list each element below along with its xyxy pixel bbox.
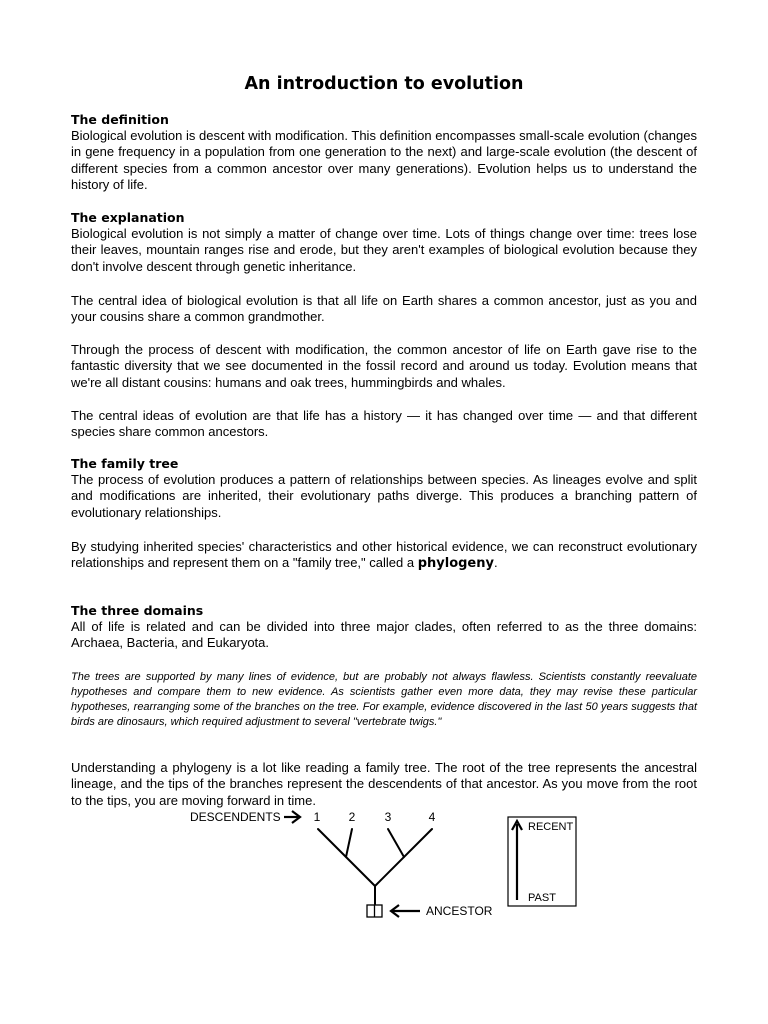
family-tree-paragraph-2 — [71, 539, 697, 573]
recent-label: RECENT — [528, 821, 574, 833]
phylogeny-tree-branches — [318, 829, 432, 904]
ancestor-box — [367, 905, 382, 917]
tree-branch-to-4 — [375, 829, 432, 886]
section-family-tree — [71, 456, 697, 521]
definition-paragraph: Biological evolution is descent with modification. This definition encompasses small-scale evolution (changes in gene frequency in a population from one generation to the next) and large-scale evolution (the descent of different species from a common ancestor over many generations). Evolution helps us to understand the history of life. — [71, 128, 697, 192]
family-tree-paragraph-1: The process of evolution produces a pattern of relationships between species. As lineages evolve and split and modifications are inherited, their evolutionary paths diverge. This produces a branching pattern of evolutionary relationships. — [71, 472, 697, 520]
tip-label-4: 4 — [428, 810, 436, 824]
three-domains-paragraph: All of life is related and can be divided into three major clades, often referred to as the three domains: Archaea, Bacteria, and Eukaryota. — [71, 619, 697, 651]
tip-label-1: 1 — [313, 810, 321, 824]
explanation-paragraph-2-block — [71, 293, 697, 326]
section-definition — [71, 112, 697, 193]
evidence-note: The trees are supported by many lines of evidence, but are probably not always flawless. Scientists constantly reevaluate hypotheses and compare them to new evidence. As scientists gather even more data, they may revise these particular hypotheses, rearranging some of the branches on the tree. For example, evidence discovered in the last 50 years suggests that birds are dinosaurs, which required adjustment to several "vertebrate twigs." — [71, 671, 697, 728]
explanation-paragraph-4-block — [71, 408, 697, 441]
explanation-paragraph-2: The central idea of biological evolution is that all life on Earth shares a common ancestor, just as you and your cousins share a common grandmother. — [71, 293, 697, 325]
explanation-paragraph-3: Through the process of descent with modification, the common ancestor of life on Earth gave rise to the fantastic diversity that we see documented in the fossil record and around us today. Evolution means that we're all distant cousins: humans and oak trees, hummingbirds and whales. — [71, 342, 697, 390]
document-title: An introduction to evolution — [244, 74, 524, 94]
section-three-domains — [71, 603, 697, 652]
family-tree-paragraph-2-text: By studying inherited species' characteristics and other historical evidence, we can reconstruct evolutionary relationships and represent them on a "family tree," called a — [71, 539, 697, 571]
tree-branch-to-2 — [346, 829, 352, 857]
section-heading-family-tree: The family tree — [71, 456, 179, 471]
section-heading-explanation: The explanation — [71, 210, 185, 225]
past-label: PAST — [528, 892, 556, 904]
descendents-arrow-icon — [284, 811, 300, 823]
descendents-label: DESCENDENTS — [190, 810, 281, 824]
explanation-paragraph-4: The central ideas of evolution are that life has a history — it has changed over time — and that different species share common ancestors. — [71, 408, 697, 440]
tree-branch-to-3 — [388, 829, 404, 857]
evidence-note-block — [71, 670, 697, 730]
section-explanation — [71, 210, 697, 275]
tree-branch-to-1 — [318, 829, 375, 886]
tip-label-2: 2 — [348, 810, 356, 824]
phylogeny-reading-block — [71, 760, 697, 809]
phylogeny-reading-paragraph: Understanding a phylogeny is a lot like reading a family tree. The root of the tree represents the ancestral lineage, and the tips of the branches represent the descendents of that ancestor. As you move from the root to the tips, you are moving forward in time. — [71, 760, 697, 808]
section-heading-definition: The definition — [71, 112, 169, 127]
phylogeny-term: phylogeny — [417, 556, 494, 572]
family-tree-paragraph-2-block — [71, 539, 697, 573]
ancestor-label: ANCESTOR — [426, 904, 493, 918]
family-tree-paragraph-2-end: . — [493, 555, 498, 571]
explanation-paragraph-1: Biological evolution is not simply a matter of change over time. Lots of things change over time: trees lose their leaves, mountain ranges rise and erode, but they aren't examples of biological evolution because they don't involve descent through genetic inheritance. — [71, 226, 697, 274]
section-heading-three-domains: The three domains — [71, 603, 204, 618]
tip-label-3: 3 — [384, 810, 392, 824]
ancestor-arrow-icon — [391, 905, 420, 917]
explanation-paragraph-3-block — [71, 342, 697, 391]
time-axis-box — [508, 817, 576, 906]
time-arrow-icon — [512, 821, 522, 900]
